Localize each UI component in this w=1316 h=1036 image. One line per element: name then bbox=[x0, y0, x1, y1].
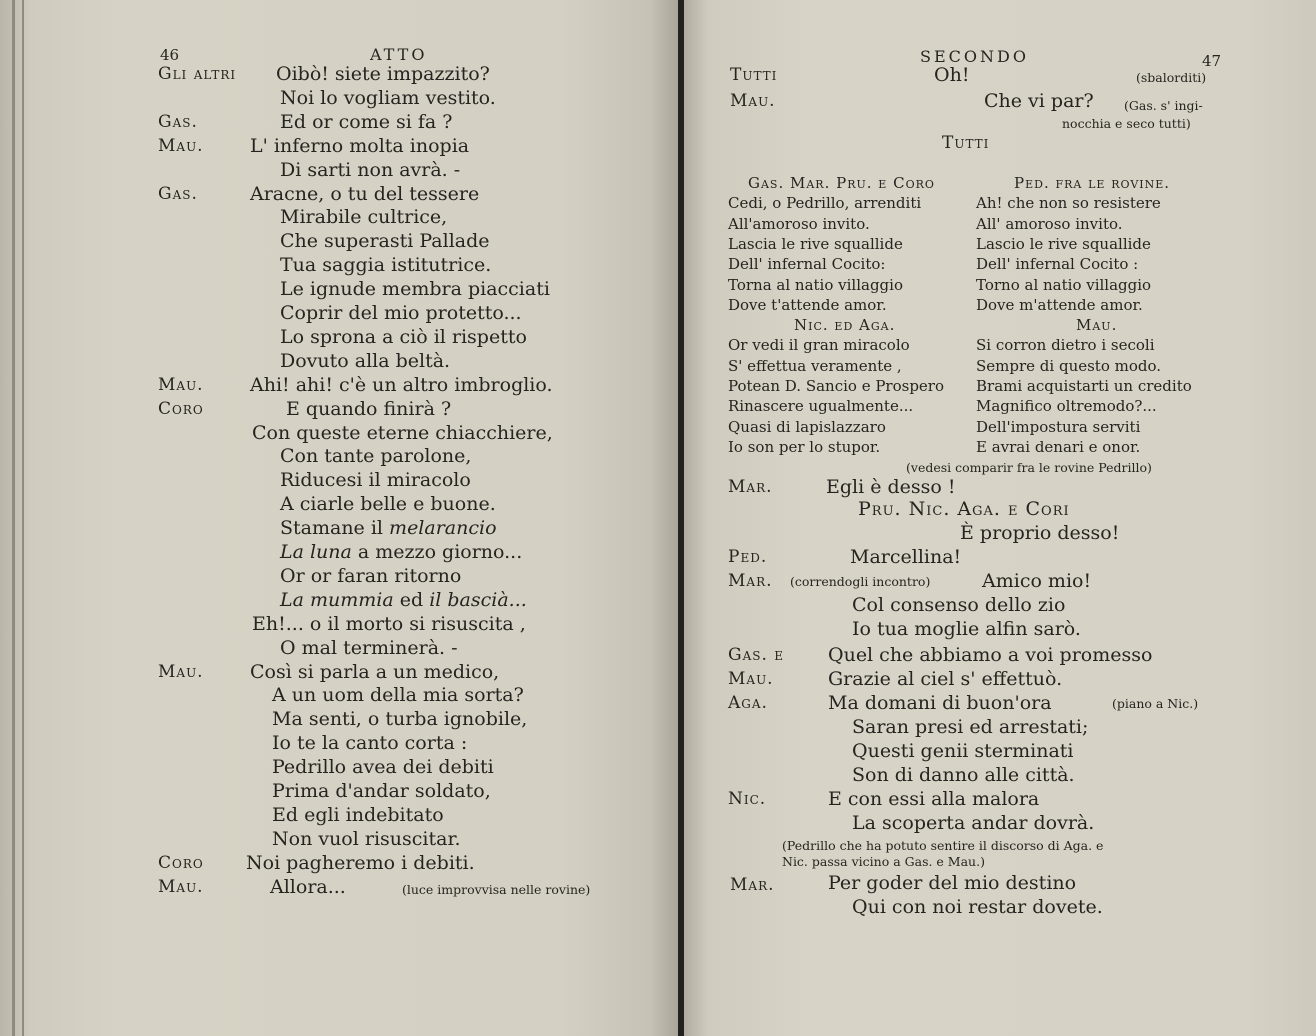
italic-word: il bascià... bbox=[429, 589, 527, 611]
verse-line bbox=[272, 804, 444, 826]
speaker-label: Mau. bbox=[158, 662, 204, 682]
verse-line bbox=[280, 111, 452, 133]
verse-line: E avrai denari e onor. bbox=[976, 438, 1141, 456]
verse-text: Le ignude membra piacciati bbox=[280, 278, 550, 300]
verse-text: O mal terminerà. - bbox=[280, 637, 458, 659]
verse-text: Or or faran ritorno bbox=[280, 565, 462, 587]
verse-text: La scoperta andar dovrà. bbox=[852, 812, 1095, 834]
verse-text: Con tante parolone, bbox=[280, 445, 472, 467]
verse-text: Io tua moglie alfin sarò. bbox=[852, 618, 1081, 640]
verse-line bbox=[272, 780, 491, 802]
speaker-label: Aga. bbox=[728, 693, 768, 713]
speaker-label: Nic. bbox=[728, 789, 767, 809]
verse-text: Di sarti non avrà. - bbox=[280, 159, 461, 181]
verse-line: All'amoroso invito. bbox=[728, 215, 870, 233]
verse-line bbox=[270, 876, 346, 898]
page-number: 46 bbox=[160, 46, 180, 64]
stage-direction: (luce improvvisa nelle rovine) bbox=[402, 882, 591, 897]
italic-word: La mummia bbox=[280, 589, 394, 611]
verse-text: Ed or come si fa ? bbox=[280, 111, 453, 133]
verse-text: a mezzo giorno... bbox=[351, 541, 523, 563]
verse-text: E con essi alla malora bbox=[828, 788, 1040, 810]
voice-heading: Nic. ed Aga. bbox=[794, 316, 896, 334]
verse-line: Potean D. Sancio e Prospero bbox=[728, 377, 945, 395]
verse-line bbox=[272, 828, 460, 850]
verse-line: Dell' infernal Cocito: bbox=[728, 255, 886, 273]
right-page bbox=[684, 0, 1316, 1036]
verse-text: Stamane il bbox=[280, 517, 390, 539]
verse-line: Io son per lo stupor. bbox=[728, 438, 881, 456]
speaker-label: Ped. bbox=[728, 547, 768, 567]
verse-text: E quando finirà ? bbox=[286, 398, 452, 420]
speaker-label: Gas. bbox=[158, 184, 198, 204]
speaker-label: Mar. bbox=[728, 477, 773, 497]
verse-text: Coprir del mio protetto... bbox=[280, 302, 522, 324]
verse-line bbox=[858, 498, 1070, 520]
verse-text: A ciarle belle e buone. bbox=[280, 493, 496, 515]
verse-text: Questi genii sterminati bbox=[852, 740, 1074, 762]
verse-text: Quel che abbiamo a voi promesso bbox=[828, 644, 1153, 666]
verse-text: ed bbox=[393, 589, 430, 611]
verse-line bbox=[272, 684, 524, 706]
verse-line bbox=[276, 63, 490, 85]
verse-line: Dell'impostura serviti bbox=[976, 418, 1141, 436]
verse-text: Così si parla a un medico, bbox=[250, 661, 500, 683]
running-header: SECONDO bbox=[920, 47, 1029, 66]
verse-text: Per goder del mio destino bbox=[828, 872, 1077, 894]
speaker-label: Mau. bbox=[730, 91, 776, 111]
speaker-label: Mar. bbox=[730, 875, 775, 895]
stage-direction: Nic. passa vicino a Gas. e Mau.) bbox=[782, 854, 985, 869]
verse-line bbox=[250, 374, 553, 396]
verse-line bbox=[246, 852, 475, 874]
verse-text: Pru. Nic. Aga. e Cori bbox=[858, 498, 1070, 520]
verse-text: Tua saggia istitutrice. bbox=[280, 254, 492, 276]
verse-line: Torno al natio villaggio bbox=[976, 276, 1152, 294]
verse-text: Egli è desso ! bbox=[826, 476, 956, 498]
verse-line bbox=[280, 230, 490, 252]
verse-text: Ma domani di buon'ora bbox=[828, 692, 1052, 714]
verse-line bbox=[272, 756, 494, 778]
verse-line bbox=[280, 254, 491, 276]
verse-line: Sempre di questo modo. bbox=[976, 357, 1162, 375]
verse-line: Quasi di lapislazzaro bbox=[728, 418, 886, 436]
verse-line bbox=[280, 565, 461, 587]
stage-direction: (piano a Nic.) bbox=[1112, 696, 1199, 711]
verse-line bbox=[280, 493, 496, 515]
verse-text: Noi pagheremo i debiti. bbox=[246, 852, 475, 874]
verse-line: Brami acquistarti un credito bbox=[976, 377, 1192, 395]
verse-text: Non vuol risuscitar. bbox=[272, 828, 461, 850]
verse-line bbox=[280, 637, 458, 659]
verse-line bbox=[982, 570, 1091, 592]
verse-line bbox=[252, 422, 553, 444]
verse-line bbox=[828, 668, 1062, 690]
verse-line: S' effettua veramente , bbox=[728, 357, 902, 375]
verse-line: Torna al natio villaggio bbox=[728, 276, 903, 294]
verse-text: Mirabile cultrice, bbox=[280, 206, 448, 228]
verse-text: Aracne, o tu del tessere bbox=[250, 183, 480, 205]
verse-line bbox=[280, 445, 471, 467]
verse-line: Ah! che non so resistere bbox=[976, 194, 1161, 212]
verse-line: Lascia le rive squallide bbox=[728, 235, 903, 253]
section-heading: Tutti bbox=[942, 133, 990, 153]
voice-heading: Gas. Mar. Pru. e Coro bbox=[748, 174, 935, 192]
verse-line bbox=[272, 708, 527, 730]
verse-text: È proprio desso! bbox=[960, 522, 1120, 544]
verse-text: Oibò! siete impazzito? bbox=[276, 63, 490, 85]
verse-line bbox=[280, 278, 550, 300]
verse-line: Lascio le rive squallide bbox=[976, 235, 1151, 253]
verse-line bbox=[280, 517, 497, 539]
stage-direction: (vedesi comparir fra le rovine Pedrillo) bbox=[906, 460, 1152, 475]
verse-line bbox=[250, 183, 479, 205]
verse-line bbox=[280, 589, 527, 611]
verse-text: Noi lo vogliam vestito. bbox=[280, 87, 496, 109]
verse-line bbox=[250, 661, 499, 683]
verse-text: Qui con noi restar dovete. bbox=[852, 896, 1103, 918]
verse-text: Dovuto alla beltà. bbox=[280, 350, 451, 372]
verse-text: Che superasti Pallade bbox=[280, 230, 490, 252]
running-header: ATTO bbox=[370, 45, 428, 64]
verse-line bbox=[286, 398, 451, 420]
speaker-label: Gas. e bbox=[728, 645, 785, 665]
stage-direction: (Pedrillo che ha potuto sentire il discorso di Aga. e bbox=[782, 838, 1104, 853]
verse-text: Con queste eterne chiacchiere, bbox=[252, 422, 553, 444]
italic-word: melarancio bbox=[389, 517, 497, 539]
verse-line bbox=[826, 476, 956, 498]
verse-line bbox=[280, 206, 447, 228]
verse-line bbox=[850, 546, 961, 568]
verse-line bbox=[852, 896, 1103, 918]
verse-text: Son di danno alle città. bbox=[852, 764, 1075, 786]
stage-direction: (sbalorditi) bbox=[1136, 70, 1207, 85]
verse-line bbox=[280, 350, 450, 372]
page-edge bbox=[12, 0, 15, 1036]
stage-direction: (Gas. s' ingi- bbox=[1124, 98, 1203, 113]
italic-word: La luna bbox=[280, 541, 352, 563]
verse-line: Cedi, o Pedrillo, arrenditi bbox=[728, 194, 922, 212]
verse-line: Rinascere ugualmente... bbox=[728, 397, 914, 415]
page-edge bbox=[22, 0, 24, 1036]
voice-heading: Mau. bbox=[1076, 316, 1118, 334]
verse-text: Ahi! ahi! c'è un altro imbroglio. bbox=[250, 374, 553, 396]
verse-line bbox=[828, 788, 1039, 810]
voice-heading: Ped. fra le rovine. bbox=[1014, 174, 1171, 192]
verse-text: L' inferno molta inopia bbox=[250, 135, 470, 157]
verse-line bbox=[828, 872, 1076, 894]
speaker-label: Gas. bbox=[158, 112, 198, 132]
speaker-label: Mau. bbox=[158, 877, 204, 897]
verse-text: Saran presi ed arrestati; bbox=[852, 716, 1089, 738]
verse-line bbox=[828, 644, 1152, 666]
verse-line bbox=[280, 541, 522, 563]
verse-line: Dove m'attende amor. bbox=[976, 296, 1143, 314]
verse-line bbox=[280, 87, 496, 109]
verse-line bbox=[852, 740, 1073, 762]
verse-line bbox=[852, 764, 1075, 786]
stage-direction: (correndogli incontro) bbox=[790, 574, 931, 589]
verse-text: Lo sprona a ciò il rispetto bbox=[280, 326, 527, 348]
verse-line bbox=[280, 326, 527, 348]
verse-line bbox=[280, 469, 471, 491]
verse-text: Io te la canto corta : bbox=[272, 732, 468, 754]
verse-text: Riducesi il miracolo bbox=[280, 469, 471, 491]
verse-line bbox=[852, 594, 1065, 616]
verse-text: Grazie al ciel s' effettuò. bbox=[828, 668, 1063, 690]
verse-text: Ed egli indebitato bbox=[272, 804, 444, 826]
verse-line: Che vi par? bbox=[984, 90, 1094, 112]
stage-direction: nocchia e seco tutti) bbox=[1062, 116, 1191, 131]
speaker-label: Gli altri bbox=[158, 64, 237, 84]
verse-line: Or vedi il gran miracolo bbox=[728, 336, 910, 354]
verse-text: Ma senti, o turba ignobile, bbox=[272, 708, 528, 730]
verse-text: Prima d'andar soldato, bbox=[272, 780, 491, 802]
speaker-label: Tutti bbox=[730, 65, 778, 85]
speaker-label: Mar. bbox=[728, 571, 773, 591]
verse-text: Pedrillo avea dei debiti bbox=[272, 756, 494, 778]
verse-line bbox=[852, 812, 1094, 834]
verse-line bbox=[272, 732, 467, 754]
verse-line: All' amoroso invito. bbox=[976, 215, 1123, 233]
verse-line bbox=[852, 716, 1088, 738]
verse-line bbox=[250, 135, 469, 157]
verse-text: Eh!... o il morto si risuscita , bbox=[252, 613, 526, 635]
page-number: 47 bbox=[1202, 52, 1222, 70]
speaker-label: Mau. bbox=[158, 136, 204, 156]
verse-line bbox=[252, 613, 526, 635]
verse-line bbox=[280, 302, 522, 324]
verse-text: Allora... bbox=[270, 876, 346, 898]
verse-text: A un uom della mia sorta? bbox=[272, 684, 524, 706]
speaker-label: Coro bbox=[158, 399, 204, 419]
verse-text: Col consenso dello zio bbox=[852, 594, 1066, 616]
verse-line bbox=[828, 692, 1052, 714]
verse-line bbox=[280, 159, 460, 181]
verse-line: Oh! bbox=[934, 64, 970, 86]
verse-line: Magnifico oltremodo?... bbox=[976, 397, 1157, 415]
speaker-label: Mau. bbox=[728, 669, 774, 689]
verse-line bbox=[960, 522, 1119, 544]
verse-line: Dove t'attende amor. bbox=[728, 296, 887, 314]
verse-line: Si corron dietro i secoli bbox=[976, 336, 1155, 354]
verse-line: Dell' infernal Cocito : bbox=[976, 255, 1139, 273]
verse-text: Marcellina! bbox=[850, 546, 962, 568]
speaker-label: Coro bbox=[158, 853, 204, 873]
speaker-label: Mau. bbox=[158, 375, 204, 395]
verse-text: Amico mio! bbox=[982, 570, 1092, 592]
verse-line bbox=[852, 618, 1081, 640]
